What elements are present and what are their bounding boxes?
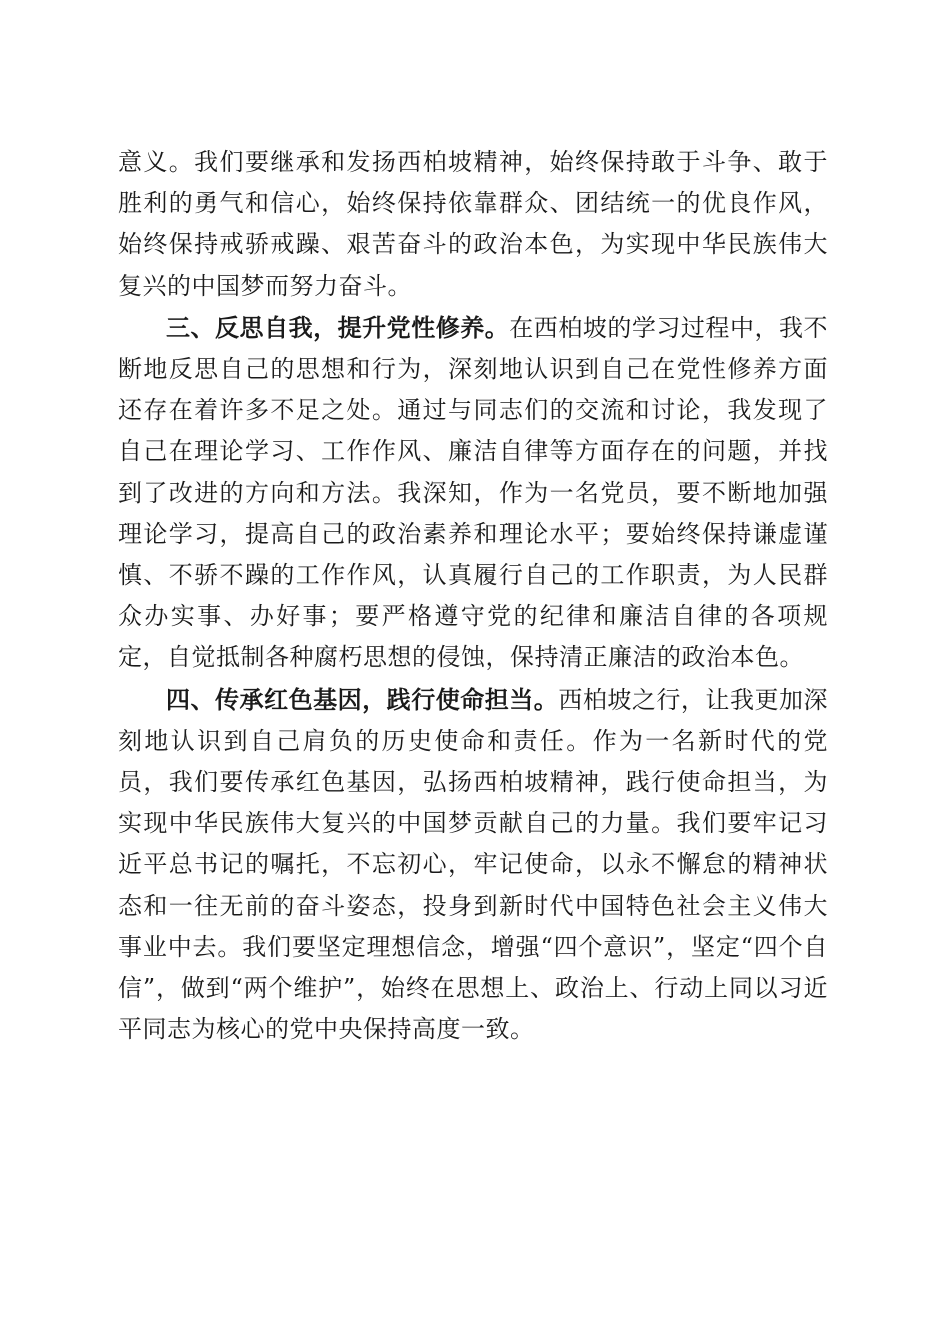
- paragraph-section-three: [118, 307, 828, 679]
- paragraph-section-four: [118, 679, 828, 1051]
- paragraph-text: 西柏坡之行，让我更加深刻地认识到自己肩负的历史使命和责任。作为一名新时代的党员，我们要传承红色基因，弘扬西柏坡精神，践行使命担当，为实现中华民族伟大复兴的中国梦贡献自己的力量。我们要牢记习近平总书记的嘱托，不忘初心，牢记使命，以永不懈怠的精神状态和一往无前的奋斗姿态，投身到新时代中国特色社会主义伟大事业中去。我们要坚定理想信念，增强“四个意识”，坚定“四个自信”，做到“两个维护”，始终在思想上、政治上、行动上同以习近平同志为核心的党中央保持高度一致。: [118, 685, 829, 1044]
- document-page: [118, 142, 828, 1050]
- section-heading: 三、反思自我，提升党性修养。: [166, 312, 510, 342]
- paragraph-continuation: [118, 142, 828, 307]
- paragraph-text: 意义。我们要继承和发扬西柏坡精神，始终保持敢于斗争、敢于胜利的勇气和信心，始终保持依靠群众、团结统一的优良作风，始终保持戒骄戒躁、艰苦奋斗的政治本色，为实现中华民族伟大复兴的中国梦而努力奋斗。: [118, 148, 828, 300]
- paragraph-text: 在西柏坡的学习过程中，我不断地反思自己的思想和行为，深刻地认识到自己在党性修养方面还存在着许多不足之处。通过与同志们的交流和讨论，我发现了自己在理论学习、工作作风、廉洁自律等方面存在的问题，并找到了改进的方向和方法。我深知，作为一名党员，要不断地加强理论学习，提高自己的政治素养和理论水平；要始终保持谦虚谨慎、不骄不躁的工作作风，认真履行自己的工作职责，为人民群众办实事、办好事；要严格遵守党的纪律和廉洁自律的各项规定，自觉抵制各种腐朽思想的侵蚀，保持清正廉洁的政治本色。: [118, 313, 829, 672]
- section-heading: 四、传承红色基因，践行使命担当。: [166, 684, 559, 714]
